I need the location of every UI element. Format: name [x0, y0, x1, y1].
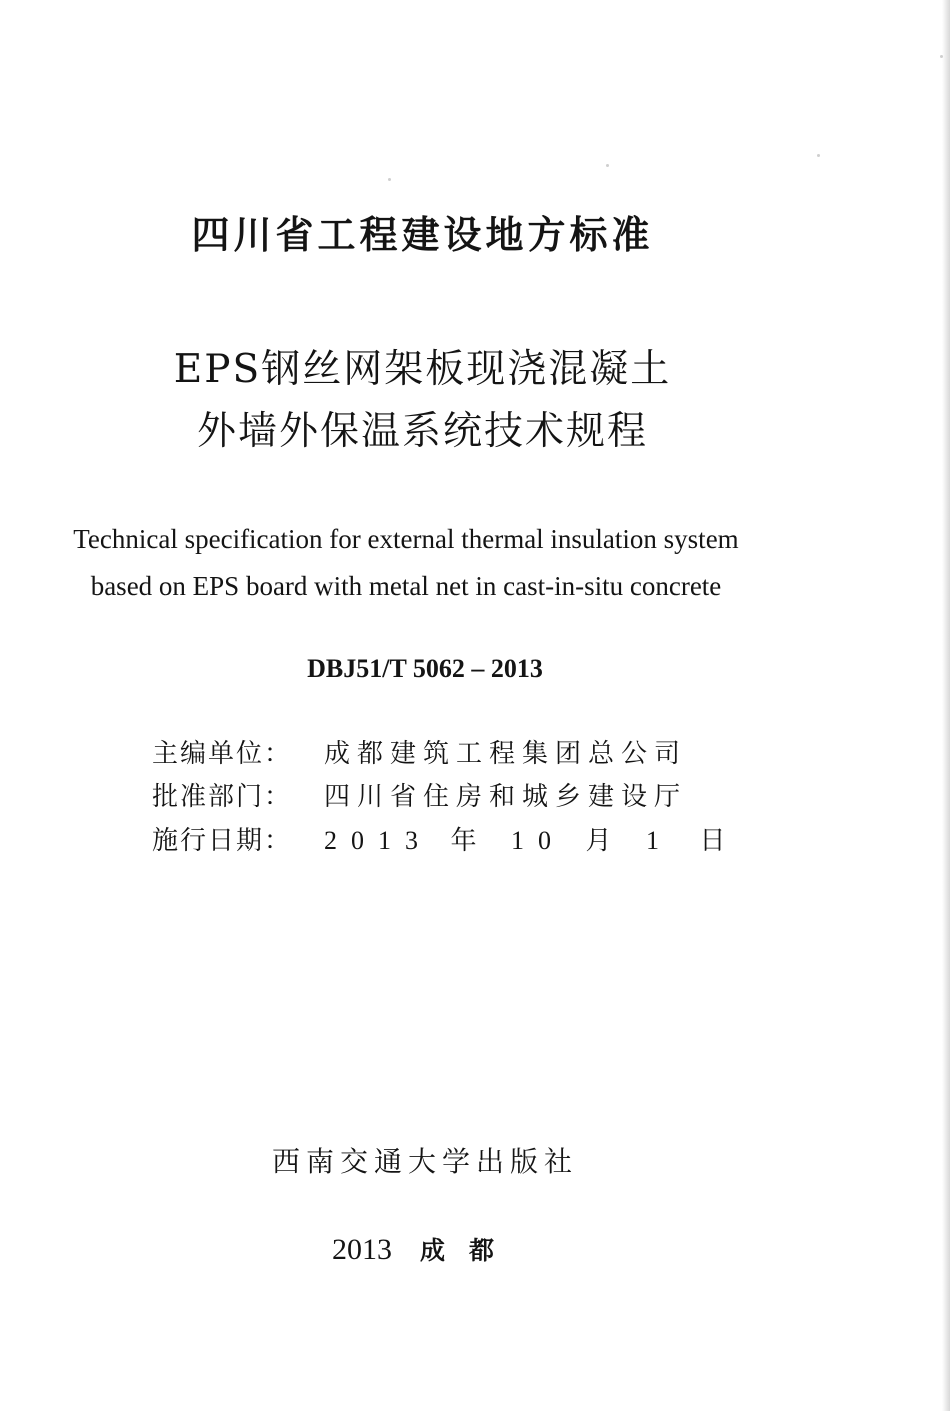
info-block	[152, 733, 726, 862]
imprint-year: 2013	[331, 1233, 392, 1266]
effective-day-unit: 日	[699, 826, 726, 856]
effective-year: 2013	[324, 826, 432, 855]
scan-speck	[388, 178, 391, 181]
effective-date-row	[152, 819, 726, 862]
chinese-title-line-1: EPS钢丝网架板现浇混凝土	[173, 347, 672, 392]
scan-speck	[817, 154, 820, 157]
imprint-city: 成都	[419, 1236, 518, 1265]
series-title: 四川省工程建设地方标准	[191, 213, 654, 257]
page-edge-shadow	[942, 0, 950, 1411]
approver-label: 批准部门：	[152, 782, 293, 812]
effective-date-value	[324, 819, 726, 863]
editor-value: 成都建筑工程集团总公司	[324, 739, 688, 769]
effective-day: 1	[646, 826, 660, 855]
effective-year-unit: 年	[450, 826, 477, 856]
standard-code: DBJ51/T 5062 – 2013	[307, 654, 543, 683]
effective-date-label: 施行日期：	[152, 826, 293, 856]
english-title-line-2: based on EPS board with metal net in cast-in-situ concrete	[90, 571, 722, 601]
editor-label: 主编单位：	[152, 739, 293, 769]
scan-speck	[606, 164, 609, 167]
imprint	[0, 1230, 850, 1274]
chinese-title-line-2: 外墙外保温系统技术规程	[196, 409, 648, 454]
effective-month-unit: 月	[585, 826, 612, 856]
approver-row	[152, 776, 726, 819]
effective-month: 10	[511, 826, 566, 855]
approver-value: 四川省住房和城乡建设厅	[324, 782, 688, 812]
scan-speck	[940, 55, 943, 58]
publisher: 西南交通大学出版社	[271, 1145, 578, 1178]
english-title-line-1: Technical specification for external thermal insulation system	[73, 524, 739, 554]
editor-row	[152, 733, 726, 776]
